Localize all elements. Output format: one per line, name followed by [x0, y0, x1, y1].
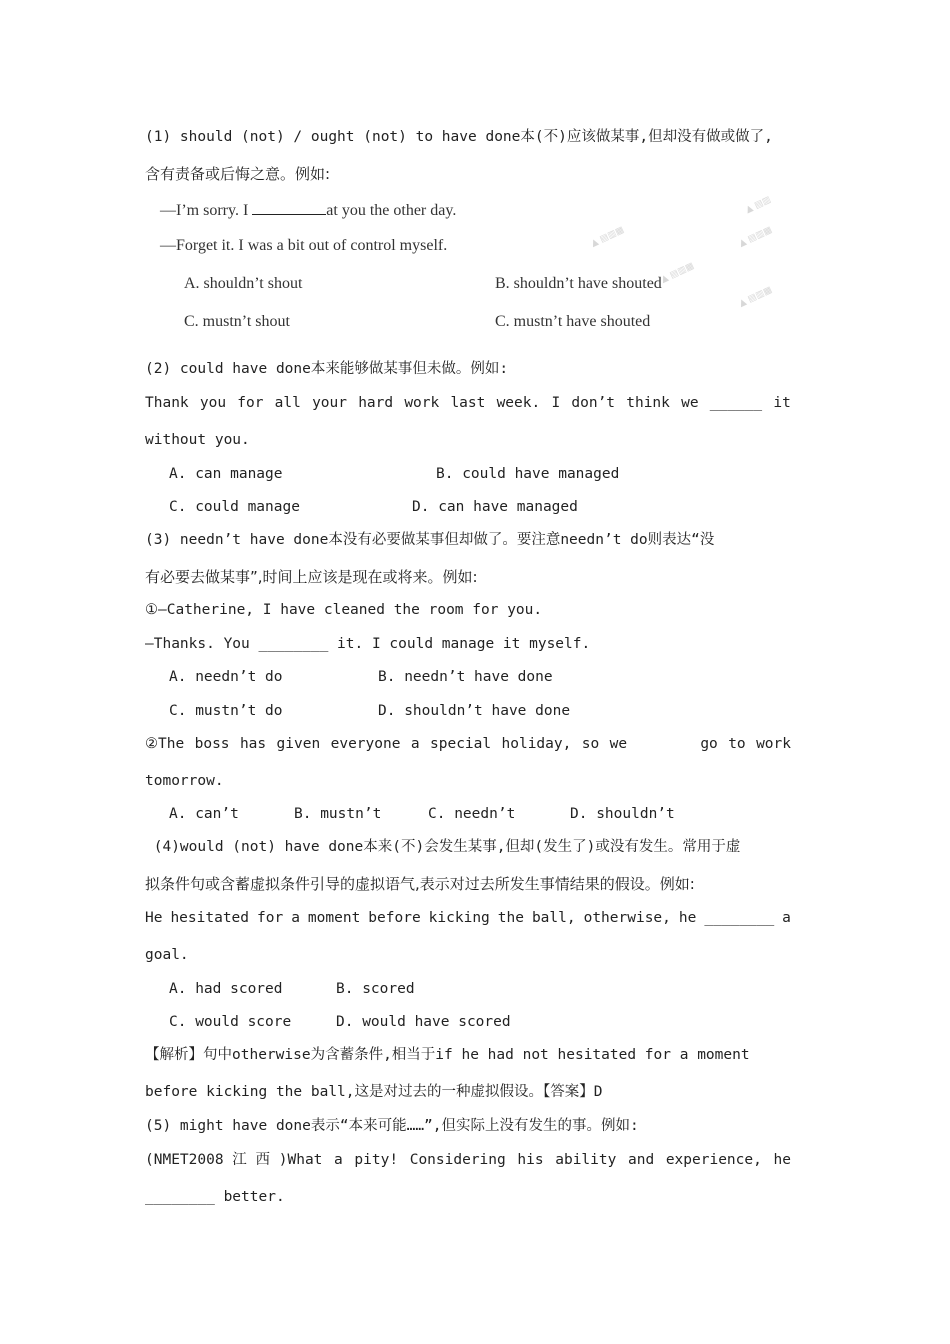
- question-4-line-2: goal.: [145, 947, 189, 963]
- section-3-title-cont: 有必要去做某事”,时间上应该是现在或将来。例如:: [145, 568, 478, 586]
- question-5-line-1: (NMET2008 江 西 )What a pity! Considering his ability and experience, he: [145, 1152, 791, 1168]
- section-5-title: (5) might have done表示“本来可能……”,但实际上没有发生的事。例如:: [145, 1118, 639, 1134]
- question-1-line-1: —I’m sorry. I at you the other day.: [160, 202, 457, 219]
- option-b: B. could have managed: [436, 466, 620, 482]
- option-a: A. shouldn’t shout: [184, 275, 303, 292]
- section-1-title: (1) should (not) / ought (not) to have done本(不)应该做某事,但却没有做或做了,: [145, 129, 773, 145]
- question-1-line-2: —Forget it. I was a bit out of control myself.: [160, 237, 448, 254]
- option-a: A. needn’t do: [169, 669, 283, 685]
- watermark: ▲ ▤▥: [744, 194, 773, 216]
- section-4-title-cont: 拟条件句或含蓄虚拟条件引导的虚拟语气,表示对过去所发生事情结果的假设。例如:: [145, 875, 695, 893]
- question-2-line-1: Thank you for all your hard work last week. I don’t think we ______ it: [145, 395, 791, 411]
- option-a: A. can manage: [169, 466, 283, 482]
- option-d: D. shouldn’t have done: [378, 703, 571, 719]
- analysis-line-1: 【解析】句中otherwise为含蓄条件,相当于if he had not hesitated for a moment: [145, 1047, 750, 1063]
- watermark: ▲ ▤▥▦: [737, 285, 774, 309]
- option-c: C. needn’t: [428, 806, 516, 822]
- analysis-line-2: before kicking the ball,这是对过去的一种虚拟假设。【答案】D: [145, 1084, 603, 1100]
- option-a: A. had scored: [169, 981, 283, 997]
- question-2-line-2: without you.: [145, 432, 250, 448]
- watermark: ▲ ▤▥▦: [737, 225, 774, 249]
- question-3-1-line-1: ①—Catherine, I have cleaned the room for you.: [145, 602, 543, 618]
- option-b: B. needn’t have done: [378, 669, 553, 685]
- section-1-title-cont: 含有责备或后悔之意。例如:: [145, 165, 331, 183]
- question-5-line-2: ________ better.: [145, 1189, 285, 1205]
- option-a: A. can’t: [169, 806, 239, 822]
- option-d: D. would have scored: [336, 1014, 511, 1030]
- section-4-title: (4)would (not) have done本来(不)会发生某事,但却(发生了)或没有发生。常用于虚: [145, 839, 741, 855]
- option-c: C. mustn’t shout: [184, 313, 290, 330]
- answer-blank: [252, 200, 326, 215]
- option-d: D. can have managed: [412, 499, 578, 515]
- option-c: C. mustn’t do: [169, 703, 283, 719]
- section-2-title: (2) could have done本来能够做某事但未做。例如:: [145, 361, 509, 377]
- option-d: D. shouldn’t: [570, 806, 675, 822]
- option-c: C. could manage: [169, 499, 300, 515]
- section-3-title: (3) needn’t have done本没有必要做某事但却做了。要注意needn’t do则表达“没: [145, 532, 715, 548]
- option-b: B. mustn’t: [294, 806, 382, 822]
- watermark: ▲ ▤▥▦: [659, 261, 696, 285]
- question-3-2-line-2: tomorrow.: [145, 773, 224, 789]
- option-d: C. mustn’t have shouted: [495, 313, 651, 330]
- option-b: B. scored: [336, 981, 415, 997]
- watermark: ▲ ▤▥▦: [589, 225, 626, 249]
- question-4-line-1: He hesitated for a moment before kicking the ball, otherwise, he ________ a: [145, 910, 791, 926]
- option-c: C. would score: [169, 1014, 292, 1030]
- question-3-2-line-1: ②The boss has given everyone a special holiday, so we go to work: [145, 736, 791, 752]
- option-b: B. shouldn’t have shouted: [495, 275, 662, 292]
- question-3-1-line-2: —Thanks. You ________ it. I could manage it myself.: [145, 636, 591, 652]
